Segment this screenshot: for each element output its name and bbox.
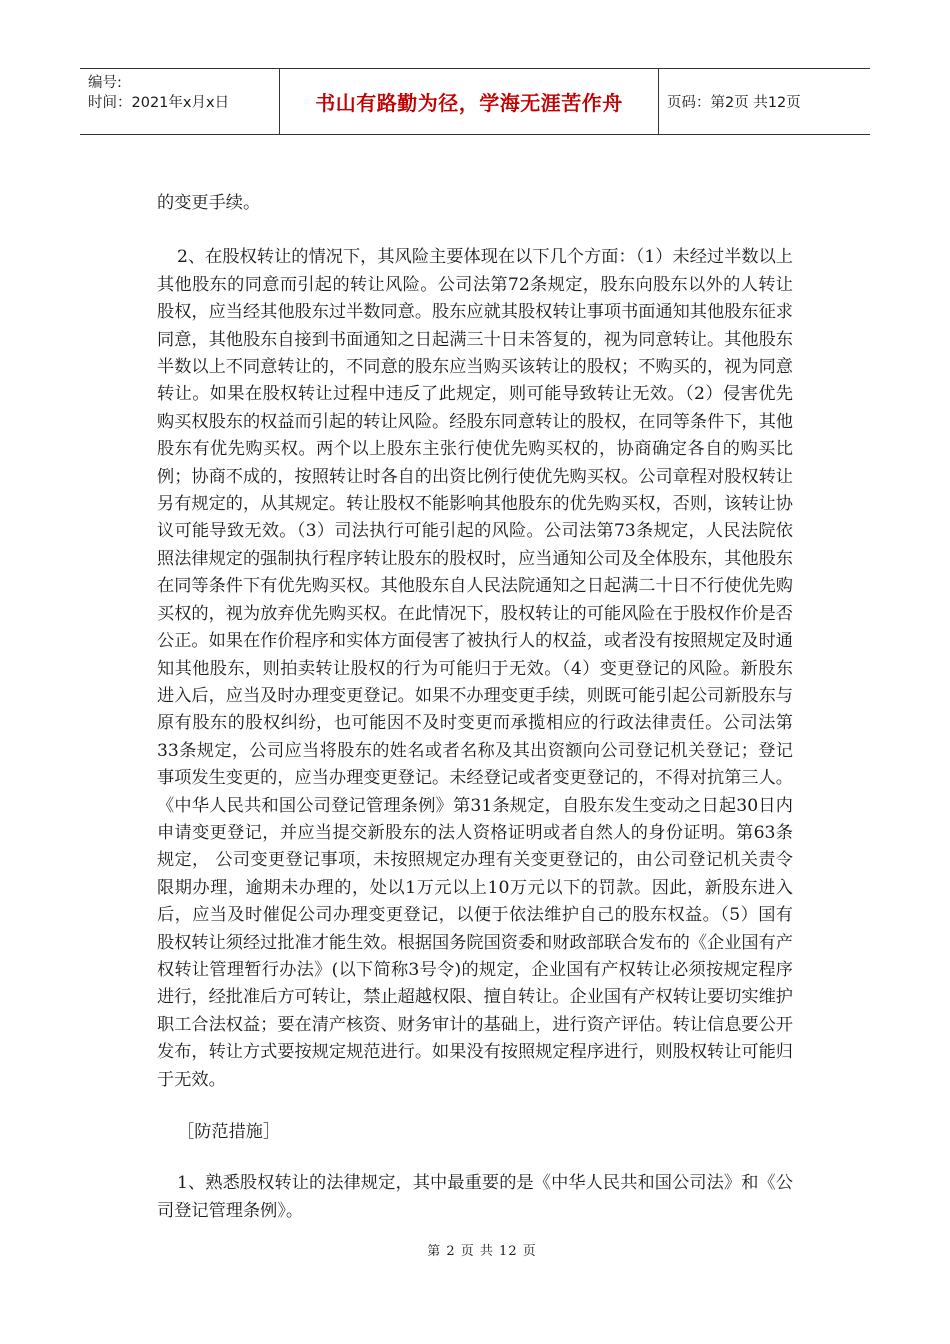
header-page-info-cell xyxy=(659,69,870,134)
header-motto-cell xyxy=(280,69,659,134)
page-footer: 第 2 页 共 12 页 xyxy=(427,1244,537,1259)
document-time: 时间：2021年x月x日 xyxy=(88,95,230,111)
paragraph-measure-1: 1、熟悉股权转让的法律规定，其中最重要的是《中华人民共和国公司法》和《公司登记管理条例》。 xyxy=(157,1173,793,1221)
section-heading: ［防范措施］ xyxy=(177,1122,281,1142)
header-meta xyxy=(80,69,280,134)
document-body xyxy=(157,190,793,1225)
header-page-info: 页码：第2页 共12页 xyxy=(667,95,801,111)
paragraph-continuation: 的变更手续。 xyxy=(157,193,261,213)
paragraph-risks: 2、在股权转让的情况下，其风险主要体现在以下几个方面：（1）未经过半数以上其他股东的同意而引起的转让风险。公司法第72条规定，股东向股东以外的人转让股权，应当经其他股东过半数同意。股东应就其股权转让事项书面通知其他股东征求同意，其他股东自接到书面通知之日起满三十日未答复的，视为同意转让。其他股东半数以上不同意转让的，不同意的股东应当购买该转让的股权；不购买的，视为同意转让。如果在股权转让过程中违反了此规定，则可能导致转让无效。（2）侵害优先购买权股东的权益而引起的转让风险。经股东同意转让的股权，在同等条件下，其他股东有优先购买权。两个以上股东主张行使优先购买权的，协商确定各自的购买比例；协商不成的，按照转让时各自的出资比例行使优先购买权。公司章程对股权转让另有规定的，从其规定。转让股权不能影响其他股东的优先购买权，否则，该转让协议可能导致无效。（3）司法执行可能引起的风险。公司法第73条规定，人民法院依照法律规定的强制执行程序转让股东的股权时，应当通知公司及全体股东，其他股东在同等条件下有优先购买权。其他股东自人民法院通知之日起满二十日不行使优先购买权的，视为放弃优先购买权。在此情况下，股权转让的可能风险在于股权作价是否公正。如果在作价程序和实体方面侵害了被执行人的权益，或者没有按照规定及时通知其他股东，则拍卖转让股权的行为可能归于无效。（4）变更登记的风险。新股东进入后，应当及时办理变更登记。如果不办理变更手续，则既可能引起公司新股东与原有股东的股权纠纷，也可能因不及时变更而承揽相应的行政法律责任。公司法第33条规定，公司应当将股东的姓名或者名称及其出资额向公司登记机关登记；登记事项发生变更的，应当办理变更登记。未经登记或者变更登记的，不得对抗第三人。《中华人民共和国公司登记管理条例》第31条规定，自股东发生变动之日起30日内申请变更登记，并应当提交新股东的法人资格证明或者自然人的身份证明。第63条规定， 公司变更登记事项，未按照规定办理有关变更登记的，由公司登记机关责令限期办理，逾期未办理的，处以1万元以上10万元以下的罚款。因此，新股东进入后，应当及时催促公司办理变更登记，以便于依法维护自己的股东权益。（5）国有股权转让须经过批准才能生效。根据国务院国资委和财政部联合发布的《企业国有产权转让管理暂行办法》(以下简称3号令)的规定，企业国有产权转让必须按规定程序进行，经批准后方可转让，禁止超越权限、擅自转让。企业国有产权转让要切实维护职工合法权益；要在清产核资、财务审计的基础上，进行资产评估。转让信息要公开发布，转让方式要按规定规范进行。如果没有按照规定程序进行，则股权转让可能归于无效。 xyxy=(157,247,793,1090)
page-header xyxy=(80,68,870,135)
header-motto: 书山有路勤为径，学海无涯苦作舟 xyxy=(315,91,623,115)
document-number-label: 编号: xyxy=(88,75,122,91)
